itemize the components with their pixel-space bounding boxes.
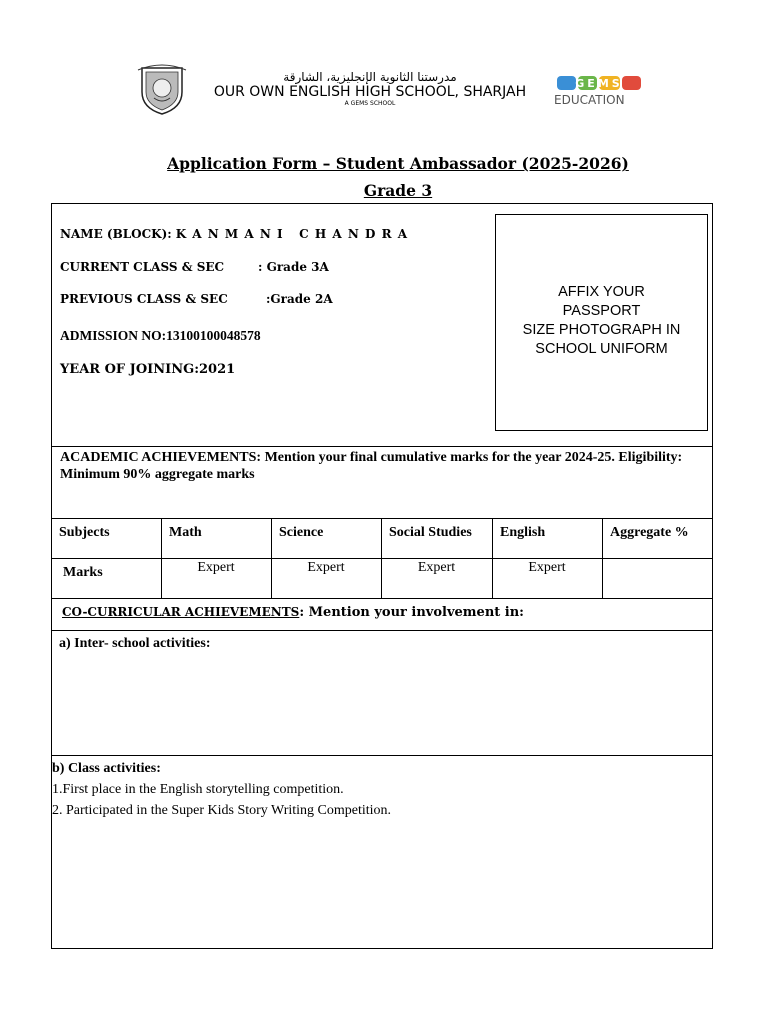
table-header-subjects: Subjects (59, 525, 110, 540)
academic-eligibility: Minimum 90% aggregate marks (60, 467, 255, 482)
divider (51, 630, 713, 631)
gems-logo-text: GEMS (575, 77, 623, 90)
table-header-social-studies: Social Studies (389, 525, 472, 540)
current-class-value: : Grade 3A (258, 260, 329, 274)
divider (51, 446, 713, 447)
admission-number: ADMISSION NO:13100100048578 (60, 328, 261, 343)
table-header-science: Science (279, 525, 324, 540)
school-name: OUR OWN ENGLISH HIGH SCHOOL, SHARJAH (213, 84, 527, 100)
divider (51, 518, 713, 519)
cocurricular-heading (62, 603, 524, 621)
table-column-line (271, 518, 272, 598)
marks-science: Expert (307, 560, 345, 575)
school-subtitle: A GEMS SCHOOL (344, 100, 396, 107)
photo-line-3: SIZE PHOTOGRAPH IN (522, 322, 681, 338)
marks-social-studies: Expert (417, 560, 456, 575)
table-header-math: Math (169, 525, 202, 540)
class-activity-item: 1.First place in the English storytelling competition. (52, 782, 344, 797)
name-label: NAME (BLOCK): (60, 227, 172, 241)
table-column-line (381, 518, 382, 598)
table-column-line (602, 518, 603, 598)
table-column-line (492, 518, 493, 598)
form-title: Application Form – Student Ambassador (2025-2026) (167, 154, 629, 173)
gems-education-label: EDUCATION (554, 93, 625, 107)
inter-school-label: a) Inter- school activities: (59, 636, 211, 651)
photo-line-1: AFFIX YOUR (558, 284, 645, 300)
current-class-label: CURRENT CLASS & SEC (60, 260, 225, 274)
class-activities-label: b) Class activities: (52, 761, 161, 776)
school-name-arabic: مدرستنا الثانوية الإنجليزية، الشارقة (283, 70, 457, 84)
school-crest-logo (134, 62, 190, 116)
table-header-aggregate: Aggregate % (610, 525, 689, 540)
cocurricular-title: CO-CURRICULAR ACHIEVEMENTS (62, 605, 300, 619)
academic-heading: ACADEMIC ACHIEVEMENTS: Mention your final cumulative marks for the year 2024-25. Eligibility: (60, 450, 683, 465)
marks-row-label: Marks (63, 565, 103, 580)
table-column-line (161, 518, 162, 598)
table-header-english: English (500, 525, 546, 540)
photo-instructions (495, 283, 708, 359)
photo-line-4: SCHOOL UNIFORM (535, 341, 668, 357)
grade-title: Grade 3 (363, 181, 433, 200)
cocurricular-subtitle: : Mention your involvement in: (299, 605, 524, 620)
photo-line-2: PASSPORT (562, 303, 641, 319)
name-value: K A N M A N I C H A N D R A (175, 227, 409, 241)
previous-class-label: PREVIOUS CLASS & SEC (60, 292, 228, 306)
divider (51, 558, 713, 559)
name-field (60, 225, 408, 243)
divider (51, 755, 713, 756)
previous-class-value: :Grade 2A (266, 292, 333, 306)
divider (51, 598, 713, 599)
class-activity-item: 2. Participated in the Super Kids Story Writing Competition. (52, 803, 392, 818)
year-of-joining: YEAR OF JOINING:2021 (60, 362, 236, 377)
marks-english: Expert (528, 560, 566, 575)
marks-math: Expert (197, 560, 235, 575)
